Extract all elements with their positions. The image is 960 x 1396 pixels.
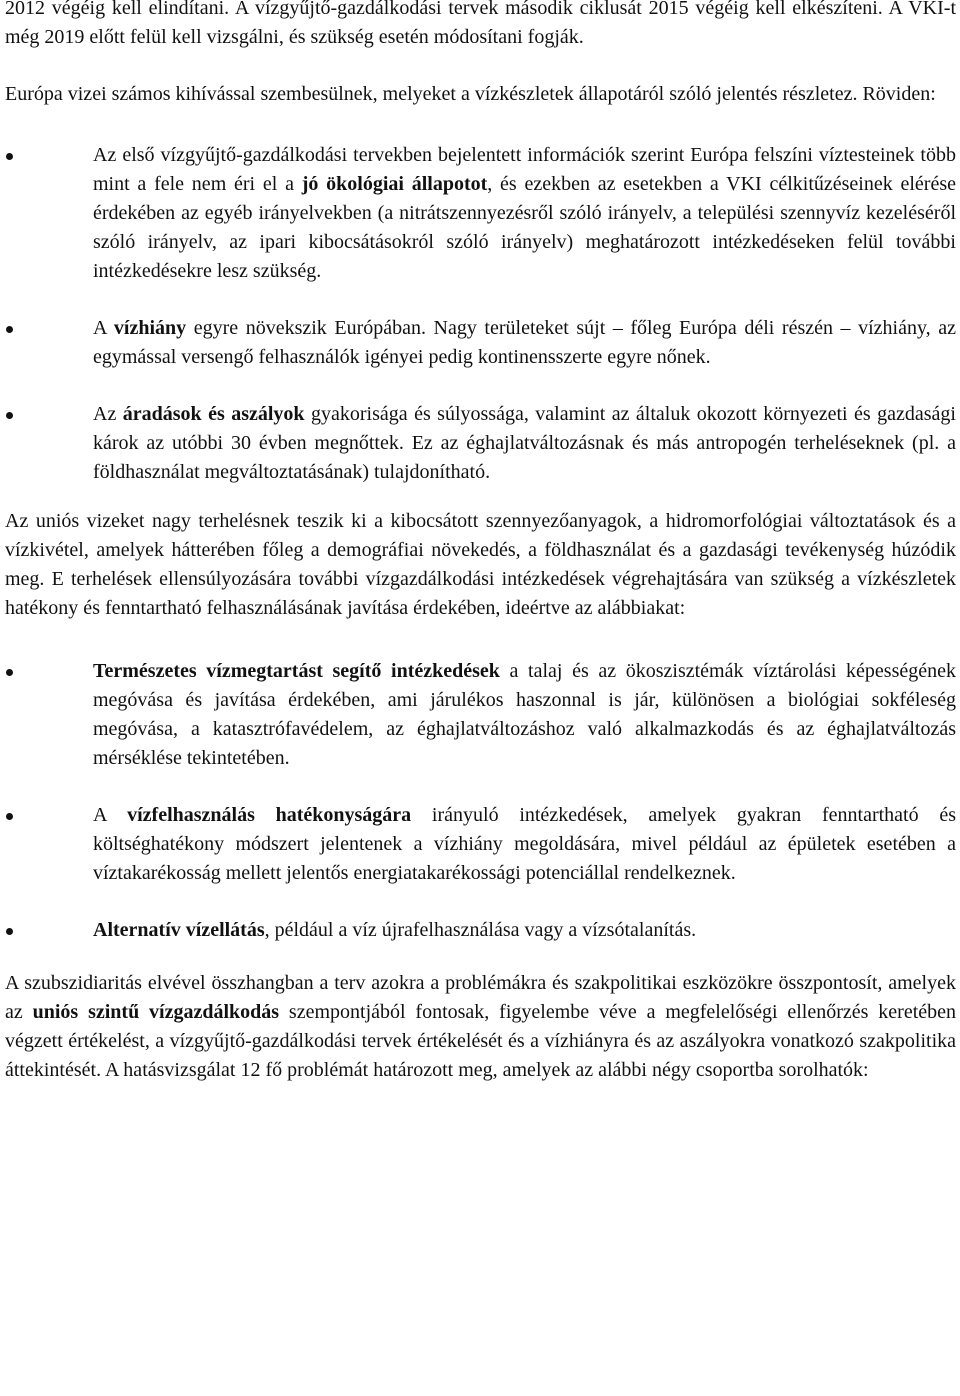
text-run: egyre növekszik Európában. Nagy területeket sújt – főleg Európa déli részén – vízhiány, az egymással versengő felhasználók igényei pedig kontinensszerte egyre nőnek. [93,317,957,368]
bold-term-and: és [201,403,232,425]
challenges-list [5,141,956,487]
bold-term-water-scarcity: vízhiány [113,317,187,339]
list-item-alternative-supply [5,916,956,945]
bold-term-water-efficiency: vízfelhasználás hatékonyságára [127,804,412,826]
list-item-natural-water-retention [5,657,956,773]
paragraph-plan-timeline: 2012 végéig kell elindítani. A vízgyűjtő-gazdálkodási tervek második ciklusát 2015 végéig kell elkészíteni. A VKI-t még 2019 előtt felül kell vizsgálni, és szükség esetén módosítani fogják. [5,0,956,48]
text-run: A szubszidiaritás elvével összhangban a terv azokra a problémákra és szakpolitikai eszközökre összpontosít, amelyek az [5,972,956,1023]
text-run: a talaj és az ökoszisztémák víztárolási képességének megóvása és javítása érdekében, ami járulékos haszonnal is jár, különösen a biológiai sokféleség megóvása, a katasztrófavédelem, az éghajlatváltozáshoz való alkalmazkodás és az éghajlatváltozás mérséklése tekintetében. [93,660,956,769]
paragraph-gap [5,52,956,80]
paragraph-pressures: Az uniós vizeket nagy terhelésnek teszik ki a kibocsátott szennyezőanyagok, a hidromorfológiai változtatások és a vízkivétel, amelyek hátterében főleg a demográfiai növekedés, a földhasználat és a gazdasági tevékenység húzódik meg. E terhelések ellensúlyozására további vízgazdálkodási intézkedések végrehajtására van szükség a vízkészletek hatékony és fenntartható felhasználásának javítása érdekében, ideértve az alábbiakat: [5,510,956,619]
text-run: irányuló intézkedések, amelyek gyakran fenntartható és költséghatékony módszert jelentenek a vízhiány megoldására, mivel például az épületek esetében a víztakarékosság mellett jelentős energiatakarékossági potenciállal rendelkeznek. [93,804,957,884]
bold-term-eu-water-management: uniós szintű vízgazdálkodás [32,1001,280,1023]
bold-term-floods: áradások [122,403,202,425]
text-run: szempontjából fontosak, figyelembe véve a megfelelőségi ellenőrzés keretében végzett értékelést, a vízgyűjtő-gazdálkodási tervek értékelését és a vízhiányra és az aszályokra vonatkozó szakpolitika áttekintését. A hatásvizsgálat 12 fő problémát határozott meg, amelyek az alábbi négy csoportba sorolhatók: [5,1001,957,1081]
bold-term-natural-water-retention: Természetes vízmegtartást segítő intézkedések [93,660,500,682]
text-run: , például a víz újrafelhasználása vagy a vízsótalanítás. [264,919,697,941]
paragraph-subsidiarity [5,969,956,1085]
text-run: Az első vízgyűjtő-gazdálkodási tervekben bejelentett információk szerint Európa felszíni víztesteinek több mint a fele nem éri el a [93,144,956,195]
paragraph-challenges-intro: Európa vizei számos kihívással szembesülnek, melyeket a vízkészletek állapotáról szóló jelentés részletez. Röviden: [5,83,936,105]
bold-term-droughts: aszályok [231,403,305,425]
list-item-ecological-status [5,141,956,286]
text-run: A [93,317,114,339]
list-item-water-scarcity [5,314,956,372]
text-run: , és ezekben az esetekben a VKI célkitűzéseinek elérése érdekében az egyéb irányelvekben (a nitrátszennyezésről szóló irányelv, a települési szennyvíz kezeléséről szóló irányelv, az ipari kibocsátásokról szóló irányelv) meghatározott intézkedéseken felül további intézkedésekre lesz szükség. [93,173,956,282]
text-run: gyakorisága és súlyossága, valamint az általuk okozott környezeti és gazdasági károk az utóbbi 30 évben megnőttek. Ez az éghajlatváltozásnak és más antropogén terheléseknek (pl. a földhasználat megváltoztatásának) tulajdonítható. [93,403,956,483]
list-item-water-efficiency [5,801,956,888]
list-item-floods-droughts [5,400,956,487]
text-run: A [93,804,128,826]
bold-term-good-ecological-status: jó ökológiai állapotot [301,173,488,195]
bold-term-alternative-supply: Alternatív vízellátás [93,919,265,941]
measures-list [5,657,956,945]
text-run: Az [93,403,123,425]
